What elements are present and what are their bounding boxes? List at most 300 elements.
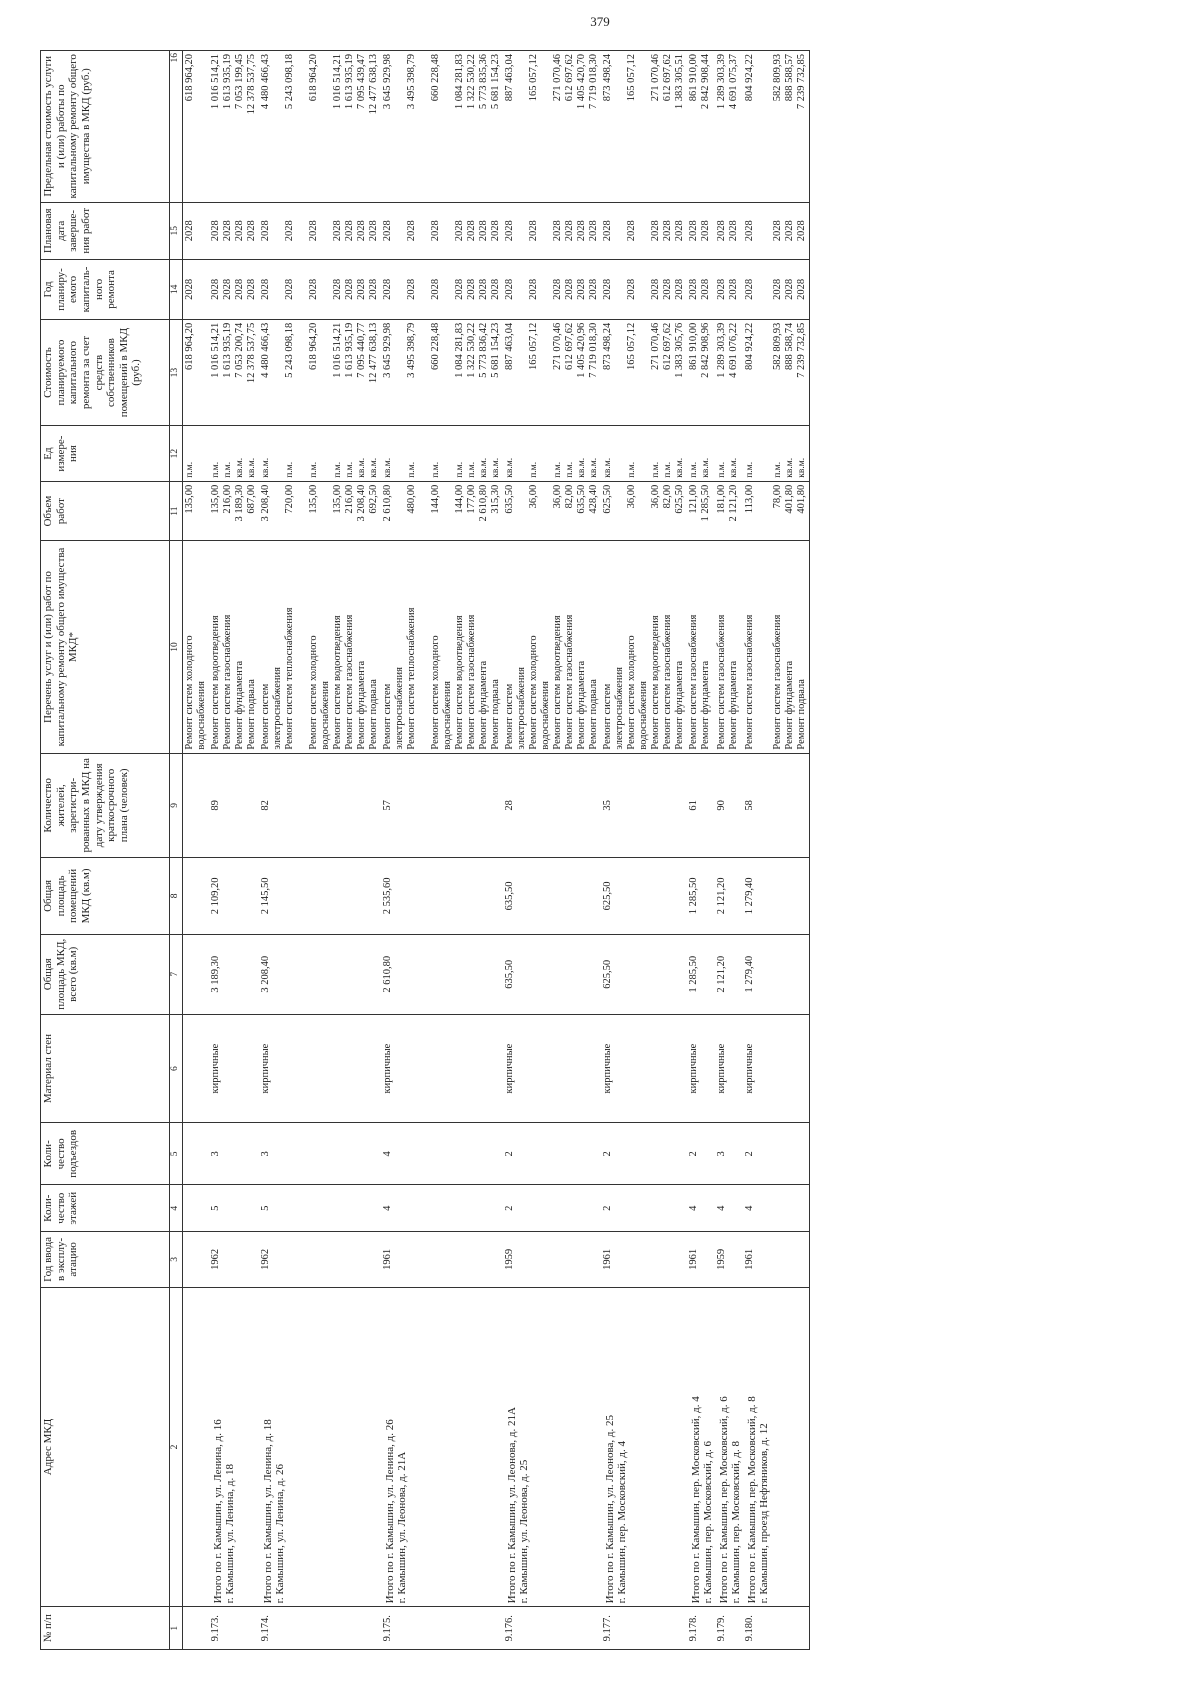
area-total [503, 934, 601, 1014]
residents [743, 753, 771, 857]
list-line: Ремонт фундамента [728, 660, 739, 750]
cell-limit [601, 51, 687, 203]
building-address: г. Камышин, пер. Московский, д. 6 [702, 1440, 714, 1604]
entrances [381, 1123, 503, 1185]
list-line: Ремонт систем теплоснабжения [284, 607, 295, 750]
list-line [418, 544, 430, 749]
entrances-text: 2 [504, 1151, 515, 1157]
list-line: 2028 [662, 278, 673, 300]
list-line: кв.м. [479, 457, 489, 478]
list-line: кв.м. [785, 457, 795, 478]
list-line [442, 485, 454, 538]
list-line: 271 070,46 [650, 54, 661, 102]
wall-material-text: кирпичные [716, 1043, 727, 1094]
row-number-text: 9.175. [382, 1615, 393, 1642]
wall-material [687, 1014, 715, 1123]
address-cell [259, 1287, 381, 1607]
cell-works [381, 541, 503, 753]
list-line: 1 322 530,22 [466, 54, 477, 110]
building-address: г. Камышин, проезд Нефтяников, д. 12 [758, 1423, 770, 1604]
building-address: г. Камышин, ул. Леонова, д. 21А [396, 1451, 408, 1604]
list-line: 2028 [466, 220, 477, 242]
cell-year [381, 260, 503, 320]
area-premises-text: 2 535,60 [382, 877, 393, 915]
list-line: 12 378 537,75 [246, 54, 257, 115]
entrances-text: 3 [716, 1151, 727, 1157]
list-line: Ремонт фундамента [234, 660, 245, 750]
list-line: 480,00 [406, 484, 417, 514]
total-label: Итого по г. Камышин, ул. Леонова, д. 21А [506, 1407, 518, 1604]
list-line: Ремонт систем газоснабжения [772, 614, 783, 750]
column-header: Год ввода в эксплу-атацию [41, 1232, 170, 1287]
list-line: Ремонт систем газоснабжения [564, 614, 575, 750]
list-line: 2 842 908,44 [700, 54, 711, 110]
list-line: Ремонт систем [382, 683, 393, 750]
blank-cell [771, 1123, 810, 1185]
residents-text: 28 [504, 800, 515, 811]
list-line: водоснабжения [540, 681, 551, 750]
list-line: 78,00 [772, 484, 783, 509]
list-line: п.м. [345, 461, 355, 478]
column-number: 8 [170, 858, 183, 935]
list-line: п.м. [185, 461, 195, 478]
list-line: Ремонт систем водоотведения [650, 615, 661, 750]
address-cell [687, 1287, 715, 1607]
list-line [320, 323, 332, 423]
blank-cell [183, 1607, 210, 1650]
list-line [516, 54, 528, 199]
list-line: Ремонт систем водоотведения [454, 615, 465, 750]
cell-year [771, 260, 810, 320]
year-built-text: 1959 [716, 1248, 727, 1270]
list-line [418, 206, 430, 257]
residents-text: 57 [382, 800, 393, 811]
cell-cost [259, 319, 381, 426]
wall-material-text: кирпичные [260, 1043, 271, 1094]
floors-text: 4 [688, 1205, 699, 1211]
list-line: 1 322 530,22 [466, 322, 477, 378]
list-line: 2028 [490, 278, 501, 300]
floors-text: 4 [744, 1205, 755, 1211]
cell-works [259, 541, 381, 753]
list-line: 2028 [744, 220, 755, 242]
entrances [715, 1123, 743, 1185]
area-total [687, 934, 715, 1014]
cell-year [259, 260, 381, 320]
area-premises [381, 858, 503, 935]
floors-text: 5 [260, 1205, 271, 1211]
list-line: 618 964,20 [308, 322, 319, 371]
column-number: 12 [170, 426, 183, 481]
cell-limit [687, 51, 715, 203]
wall-material [259, 1014, 381, 1123]
blank-cell [771, 934, 810, 1014]
list-line: Ремонт систем [602, 683, 613, 750]
list-line: кв.м. [491, 457, 501, 478]
cell-cost [381, 319, 503, 426]
list-line: 2028 [356, 220, 367, 242]
list-line: 3 495 398,79 [406, 54, 417, 110]
floors [209, 1185, 259, 1232]
list-line: 1 084 281,83 [454, 54, 465, 110]
column-header: Плановая дата заверше-ния работ [41, 202, 170, 260]
cell-date [601, 202, 687, 260]
list-line [516, 206, 528, 257]
list-line [394, 323, 406, 423]
cell-works [503, 541, 601, 753]
list-line: Ремонт фундамента [356, 660, 367, 750]
list-line [320, 429, 332, 477]
list-line: 2028 [576, 220, 587, 242]
list-line: 5 773 836,42 [478, 322, 489, 378]
cell-unit [503, 426, 601, 481]
list-line [516, 323, 528, 423]
row-number-text: 9.180. [744, 1615, 755, 1642]
list-line: 612 697,62 [662, 322, 673, 371]
list-line: 177,00 [466, 484, 477, 514]
column-header: Общая площадь помещений МКД (кв.м) [41, 858, 170, 935]
area-total-text: 635,50 [504, 959, 515, 989]
list-line: Ремонт фундамента [674, 660, 685, 750]
area-premises-text: 1 285,50 [688, 877, 699, 915]
entrances [209, 1123, 259, 1185]
cell-date [687, 202, 715, 260]
list-line: 1 613 935,19 [222, 322, 233, 378]
list-line: 2028 [454, 220, 465, 242]
list-line: 2028 [356, 278, 367, 300]
list-line [296, 206, 308, 257]
list-line: 618 964,20 [184, 54, 195, 102]
area-total-text: 2 610,80 [382, 955, 393, 993]
row-number [259, 1607, 381, 1650]
list-line [320, 54, 332, 199]
list-line: 2028 [284, 278, 295, 300]
list-line: п.м. [745, 461, 755, 478]
cell-limit [771, 51, 810, 203]
column-header: Адрес МКД [41, 1287, 170, 1607]
list-line: 3 208,40 [356, 484, 367, 522]
column-header: Предельная стоимость услуги и (или) работы по капитальному ремонту общего имущества в МКД (руб.) [41, 51, 170, 203]
list-line: 635,50 [504, 484, 515, 514]
list-line: Ремонт систем [504, 683, 515, 750]
total-label: Итого по г. Камышин, ул. Ленина, д. 26 [384, 1419, 396, 1604]
list-line: 2028 [626, 220, 637, 242]
list-line [638, 323, 650, 423]
wall-material-text: кирпичные [382, 1043, 393, 1094]
residents-text: 82 [260, 800, 271, 811]
list-line: 887 463,04 [504, 54, 515, 102]
entrances [601, 1123, 687, 1185]
list-line: Ремонт систем газоснабжения [688, 614, 699, 750]
list-line: Ремонт систем холодного [308, 635, 319, 750]
blank-cell [183, 1123, 210, 1185]
list-line [196, 206, 208, 257]
row-number-text: 9.178. [688, 1615, 699, 1642]
list-line: Ремонт подвала [368, 679, 379, 750]
cell-unit [183, 426, 210, 481]
list-line: 2 842 908,96 [700, 322, 711, 378]
list-line: 2028 [744, 278, 755, 300]
cell-limit [381, 51, 503, 203]
cell-volume [183, 481, 210, 541]
list-line: Ремонт фундамента [784, 660, 795, 750]
floors [381, 1185, 503, 1232]
area-premises-text: 1 279,40 [744, 877, 755, 915]
blank-cell [183, 934, 210, 1014]
row-number [209, 1607, 259, 1650]
list-line [320, 263, 332, 316]
column-number-row [170, 51, 183, 1650]
wall-material-text: кирпичные [504, 1043, 515, 1094]
list-line: кв.м. [247, 457, 257, 478]
area-total-text: 2 121,20 [716, 955, 727, 993]
list-line: 216,00 [344, 484, 355, 514]
cell-volume [743, 481, 771, 541]
list-line [540, 485, 552, 538]
cell-year [715, 260, 743, 320]
list-line [540, 263, 552, 316]
list-line: 618 964,20 [308, 54, 319, 102]
list-line [540, 206, 552, 257]
list-line: 12 477 638,13 [368, 54, 379, 115]
list-line: 2028 [602, 278, 613, 300]
list-line [418, 263, 430, 316]
list-line [638, 206, 650, 257]
floors [715, 1185, 743, 1232]
year-built-text: 1961 [382, 1248, 393, 1270]
list-line [418, 429, 430, 477]
list-line [418, 323, 430, 423]
total-label: Итого по г. Камышин, ул. Ленина, д. 16 [212, 1419, 224, 1604]
residents-text: 89 [210, 800, 221, 811]
list-line: п.м. [553, 461, 563, 478]
address-cell [381, 1287, 503, 1607]
list-line: кв.м. [357, 457, 367, 478]
list-line [394, 485, 406, 538]
list-line: 2028 [430, 220, 441, 242]
list-line: 4 691 075,37 [728, 54, 739, 110]
list-line: 2028 [308, 220, 319, 242]
year-built-text: 1959 [504, 1248, 515, 1270]
header-row [41, 51, 170, 1650]
cell-date [771, 202, 810, 260]
list-line: 2028 [728, 220, 739, 242]
building-address: г. Камышин, пер. Московский, д. 4 [616, 1440, 628, 1604]
list-line [540, 429, 552, 477]
blank-cell [183, 1287, 210, 1607]
list-line: 2028 [588, 220, 599, 242]
list-line: 687,00 [246, 484, 257, 514]
cell-works [743, 541, 771, 753]
floors [259, 1185, 381, 1232]
list-line: 144,00 [454, 484, 465, 514]
list-line: Ремонт систем газоснабжения [662, 614, 673, 750]
cell-works [183, 541, 210, 753]
list-line: п.м. [431, 461, 441, 478]
list-line: 165 057,12 [528, 322, 539, 371]
cell-works [771, 541, 810, 753]
area-premises [259, 858, 381, 935]
list-line: 635,50 [576, 484, 587, 514]
column-number: 4 [170, 1185, 183, 1232]
list-line [196, 485, 208, 538]
building-address: г. Камышин, ул. Ленина, д. 26 [274, 1464, 286, 1604]
column-number: 14 [170, 260, 183, 320]
list-line [196, 263, 208, 316]
area-total [715, 934, 743, 1014]
list-line: 1 084 281,83 [454, 322, 465, 378]
list-line: 2028 [796, 278, 807, 300]
year-built [259, 1232, 381, 1287]
list-line: 2028 [368, 278, 379, 300]
list-line: Ремонт систем газоснабжения [344, 614, 355, 750]
year-built [715, 1232, 743, 1287]
list-line: Ремонт систем [260, 683, 271, 750]
table-row [743, 51, 771, 1650]
list-line: 2028 [528, 278, 539, 300]
list-line: 1 289 303,39 [716, 322, 727, 378]
column-number: 6 [170, 1014, 183, 1123]
row-number [687, 1607, 715, 1650]
list-line: 2028 [490, 220, 501, 242]
list-line: 121,00 [688, 484, 699, 514]
list-line: п.м. [627, 461, 637, 478]
column-header: Материал стен [41, 1014, 170, 1123]
list-line: 3 495 398,79 [406, 322, 417, 378]
list-line [614, 263, 626, 316]
residents [259, 753, 381, 857]
list-line: п.м. [285, 461, 295, 478]
list-line: 2028 [382, 278, 393, 300]
total-label: Итого по г. Камышин, ул. Леонова, д. 25 [604, 1415, 616, 1604]
blank-cell [771, 1014, 810, 1123]
list-line: 7 239 732,85 [796, 322, 807, 378]
list-line: Ремонт систем холодного [184, 635, 195, 750]
list-line [614, 429, 626, 477]
list-line: 2028 [588, 278, 599, 300]
list-line [296, 485, 308, 538]
list-line: 660 228,48 [430, 54, 441, 102]
residents-text: 58 [744, 800, 755, 811]
list-line [272, 206, 284, 257]
list-line [442, 206, 454, 257]
list-line: кв.м. [675, 457, 685, 478]
list-line: 82,00 [662, 484, 673, 509]
table-row [715, 51, 743, 1650]
list-line: 36,00 [650, 484, 661, 509]
list-line: кв.м. [577, 457, 587, 478]
blank-cell [771, 753, 810, 857]
table-row [183, 51, 210, 1650]
list-line: 660 228,48 [430, 322, 441, 371]
list-line: 2028 [784, 278, 795, 300]
list-line: 1 016 514,21 [210, 322, 221, 378]
list-line: 2028 [478, 278, 489, 300]
list-line [540, 323, 552, 423]
list-line: кв.м. [505, 457, 515, 478]
list-line: 612 697,62 [662, 54, 673, 102]
list-line: 2 610,80 [382, 484, 393, 522]
list-line: 165 057,12 [626, 54, 637, 102]
list-line: 2028 [716, 220, 727, 242]
address-cell [743, 1287, 771, 1607]
list-line: водоснабжения [442, 681, 453, 750]
list-line: 625,50 [602, 484, 613, 514]
row-number [601, 1607, 687, 1650]
row-number-text: 9.173. [210, 1615, 221, 1642]
list-line: 2028 [466, 278, 477, 300]
table-row [381, 51, 503, 1650]
list-line [638, 54, 650, 199]
area-premises [743, 858, 771, 935]
list-line: 612 697,62 [564, 322, 575, 371]
list-line: 2028 [564, 220, 575, 242]
cell-year [503, 260, 601, 320]
list-line: 135,00 [308, 484, 319, 514]
list-line [516, 263, 528, 316]
cell-cost [601, 319, 687, 426]
list-line: 271 070,46 [552, 322, 563, 371]
column-number: 2 [170, 1287, 183, 1607]
column-number: 1 [170, 1607, 183, 1650]
list-line: 135,00 [184, 484, 195, 514]
building-address: г. Камышин, ул. Ленина, д. 18 [224, 1464, 236, 1604]
cell-works [715, 541, 743, 753]
list-line: 181,00 [716, 484, 727, 514]
list-line: электроснабжения [516, 667, 527, 750]
repair-plan-table [40, 50, 810, 1650]
cell-unit [381, 426, 503, 481]
list-line [394, 263, 406, 316]
column-number: 11 [170, 481, 183, 541]
list-line: 2028 [222, 220, 233, 242]
cell-year [687, 260, 715, 320]
list-line [614, 206, 626, 257]
list-line: 1 016 514,21 [332, 322, 343, 378]
list-line: 2028 [368, 220, 379, 242]
residents [503, 753, 601, 857]
list-line [272, 263, 284, 316]
entrances [259, 1123, 381, 1185]
list-line: 5 681 154,23 [490, 54, 501, 110]
list-line: 135,00 [332, 484, 343, 514]
list-line: п.м. [773, 461, 783, 478]
cell-cost [715, 319, 743, 426]
list-line [196, 429, 208, 477]
entrances-text: 2 [744, 1151, 755, 1157]
list-line: кв.м. [369, 457, 379, 478]
table-row [771, 51, 810, 1650]
list-line: 216,00 [222, 484, 233, 514]
list-line: электроснабжения [614, 667, 625, 750]
list-line: 2028 [700, 278, 711, 300]
table-body [183, 51, 810, 1650]
column-number: 3 [170, 1232, 183, 1287]
list-line [638, 485, 650, 538]
cell-volume [687, 481, 715, 541]
list-line: 618 964,20 [184, 322, 195, 371]
list-line [516, 485, 528, 538]
list-line: 2028 [406, 220, 417, 242]
total-label: Итого по г. Камышин, пер. Московский, д. 6 [718, 1396, 730, 1604]
list-line: 36,00 [552, 484, 563, 509]
list-line: 4 480 466,43 [260, 54, 271, 110]
list-line: Ремонт систем водоотведения [210, 615, 221, 750]
cell-date [743, 202, 771, 260]
list-line: 2028 [728, 278, 739, 300]
list-line: 2028 [184, 220, 195, 242]
list-line: 2028 [576, 278, 587, 300]
